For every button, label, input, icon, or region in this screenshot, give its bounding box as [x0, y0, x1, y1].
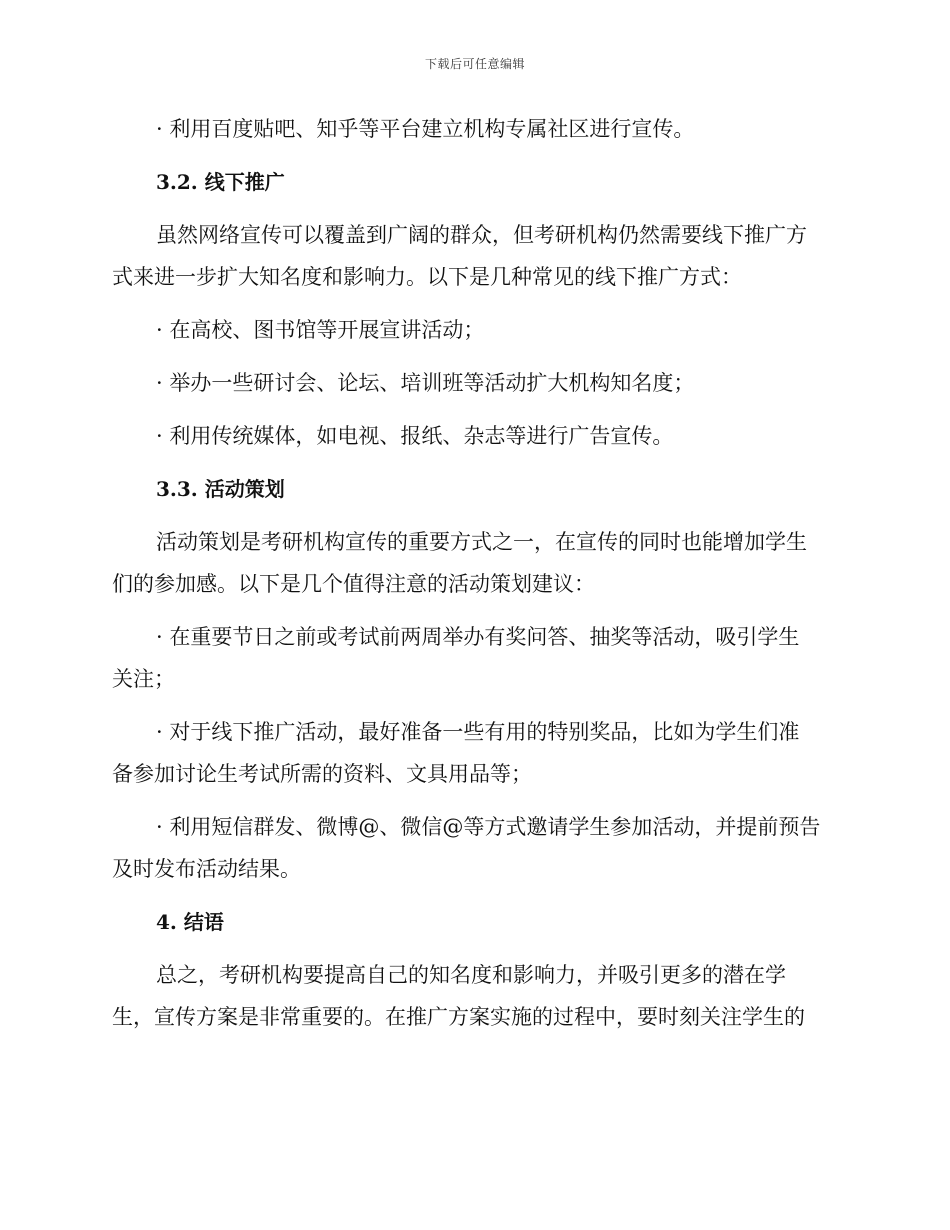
bullet-item: [112, 711, 842, 795]
text-line: · 在高校、图书馆等开展宣讲活动；: [156, 318, 485, 342]
text-line: 备参加讨论生考试所需的资料、文具用品等；: [112, 762, 532, 786]
section-heading: [112, 901, 842, 943]
text-line: 们的参加感。以下是几个值得注意的活动策划建议：: [112, 572, 595, 596]
paragraph: [112, 521, 842, 605]
section-heading: [112, 161, 842, 203]
text-line: 总之，考研机构要提高自己的知名度和影响力，并吸引更多的潜在学: [156, 963, 786, 987]
bullet-item: [112, 108, 842, 150]
text-line: 及时发布活动结果。: [112, 857, 301, 881]
document-body: [112, 108, 842, 1038]
text-line: 活动策划是考研机构宣传的重要方式之一，在宣传的同时也能增加学生: [156, 530, 807, 554]
bullet-item: [112, 415, 842, 457]
bullet-item: [112, 806, 842, 890]
bullet-item: [112, 362, 842, 404]
text-line: 关注；: [112, 667, 175, 691]
text-line: · 举办一些研讨会、论坛、培训班等活动扩大机构知名度；: [156, 371, 695, 395]
text-line: · 在重要节日之前或考试前两周举办有奖问答、抽奖等活动，吸引学生: [156, 625, 800, 649]
page-header: 下载后可任意编辑: [424, 57, 525, 71]
heading-text: 3.2. 线下推广: [156, 170, 285, 194]
text-line: · 利用百度贴吧、知乎等平台建立机构专属社区进行宣传。: [156, 117, 695, 141]
paragraph: [112, 954, 842, 1038]
text-line: 生，宣传方案是非常重要的。在推广方案实施的过程中，要时刻关注学生的: [112, 1005, 805, 1029]
bullet-item: [112, 309, 842, 351]
text-line: 式来进一步扩大知名度和影响力。以下是几种常见的线下推广方式：: [112, 265, 742, 289]
section-heading: [112, 468, 842, 510]
text-line: · 利用短信群发、微博@、微信@等方式邀请学生参加活动，并提前预告: [156, 815, 821, 839]
text-line: 虽然网络宣传可以覆盖到广阔的群众，但考研机构仍然需要线下推广方: [156, 223, 807, 247]
heading-text: 3.3. 活动策划: [156, 477, 285, 501]
text-line: · 利用传统媒体，如电视、报纸、杂志等进行广告宣传。: [156, 424, 674, 448]
paragraph: [112, 214, 842, 298]
bullet-item: [112, 616, 842, 700]
heading-text: 4. 结语: [156, 910, 224, 934]
text-line: · 对于线下推广活动，最好准备一些有用的特别奖品，比如为学生们准: [156, 720, 800, 744]
